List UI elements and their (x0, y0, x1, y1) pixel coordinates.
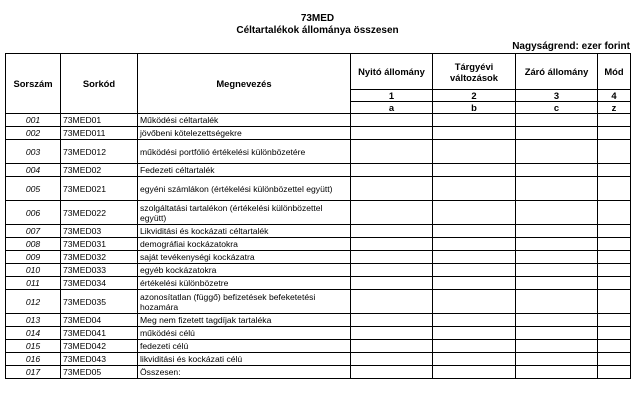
cell-targyevi[interactable] (433, 114, 516, 127)
row-sorszam: 014 (6, 327, 61, 340)
cell-mod[interactable] (598, 366, 631, 379)
row-sorszam: 006 (6, 201, 61, 225)
column-number: 4 (598, 90, 631, 102)
cell-zaro[interactable] (516, 201, 598, 225)
cell-targyevi[interactable] (433, 164, 516, 177)
cell-targyevi[interactable] (433, 264, 516, 277)
cell-targyevi[interactable] (433, 340, 516, 353)
row-sorkod: 73MED033 (61, 264, 138, 277)
header-sorkod: Sorkód (61, 54, 138, 114)
table-row (6, 164, 631, 177)
row-name: Működési céltartalék (138, 114, 351, 127)
cell-targyevi[interactable] (433, 366, 516, 379)
row-name: Fedezeti céltartalék (138, 164, 351, 177)
cell-nyito[interactable] (351, 366, 433, 379)
cell-zaro[interactable] (516, 225, 598, 238)
column-number: 2 (433, 90, 516, 102)
row-sorkod: 73MED04 (61, 314, 138, 327)
row-sorkod: 73MED041 (61, 327, 138, 340)
cell-nyito[interactable] (351, 127, 433, 140)
header-targyevi: Tárgyévi változások (433, 54, 516, 90)
row-sorszam: 011 (6, 277, 61, 290)
cell-mod[interactable] (598, 327, 631, 340)
row-sorszam: 017 (6, 366, 61, 379)
row-name: működési célú (138, 327, 351, 340)
row-sorszam: 005 (6, 177, 61, 201)
cell-zaro[interactable] (516, 177, 598, 201)
column-letter: c (516, 102, 598, 114)
column-letter: b (433, 102, 516, 114)
cell-nyito[interactable] (351, 225, 433, 238)
cell-nyito[interactable] (351, 327, 433, 340)
cell-mod[interactable] (598, 251, 631, 264)
table-row (6, 264, 631, 277)
cell-nyito[interactable] (351, 114, 433, 127)
column-number: 1 (351, 90, 433, 102)
table-row (6, 114, 631, 127)
unit-note: Nagyságrend: ezer forint (512, 41, 630, 52)
table-row (6, 127, 631, 140)
table-row (6, 353, 631, 366)
row-sorszam: 002 (6, 127, 61, 140)
table-row (6, 314, 631, 327)
title-block (0, 12, 635, 37)
cell-nyito[interactable] (351, 290, 433, 314)
cell-targyevi[interactable] (433, 277, 516, 290)
row-name: fedezeti célú (138, 340, 351, 353)
cell-mod[interactable] (598, 238, 631, 251)
cell-targyevi[interactable] (433, 238, 516, 251)
row-sorkod: 73MED05 (61, 366, 138, 379)
cell-targyevi[interactable] (433, 127, 516, 140)
cell-zaro[interactable] (516, 277, 598, 290)
header-zaro: Záró állomány (516, 54, 598, 90)
cell-mod[interactable] (598, 340, 631, 353)
header-sorszam: Sorszám (6, 54, 61, 114)
row-sorszam: 008 (6, 238, 61, 251)
cell-zaro[interactable] (516, 140, 598, 164)
table-row (6, 366, 631, 379)
cell-zaro[interactable] (516, 353, 598, 366)
table-row (6, 140, 631, 164)
table-row (6, 225, 631, 238)
table-row (6, 290, 631, 314)
cell-mod[interactable] (598, 314, 631, 327)
cell-zaro[interactable] (516, 264, 598, 277)
row-sorkod: 73MED035 (61, 290, 138, 314)
cell-targyevi[interactable] (433, 353, 516, 366)
row-sorszam: 009 (6, 251, 61, 264)
row-sorszam: 012 (6, 290, 61, 314)
row-name: Meg nem fizetett tagdíjak tartaléka (138, 314, 351, 327)
row-name: egyéni számlákon (értékelési különbözettel együtt) (138, 177, 351, 201)
cell-zaro[interactable] (516, 114, 598, 127)
row-sorszam: 016 (6, 353, 61, 366)
provisions-table (5, 53, 631, 379)
cell-mod[interactable] (598, 114, 631, 127)
row-name: Likviditási és kockázati céltartalék (138, 225, 351, 238)
row-name: likviditási és kockázati célú (138, 353, 351, 366)
row-sorkod: 73MED03 (61, 225, 138, 238)
cell-nyito[interactable] (351, 353, 433, 366)
cell-mod[interactable] (598, 164, 631, 177)
cell-nyito[interactable] (351, 340, 433, 353)
cell-nyito[interactable] (351, 140, 433, 164)
cell-zaro[interactable] (516, 290, 598, 314)
cell-zaro[interactable] (516, 327, 598, 340)
cell-nyito[interactable] (351, 251, 433, 264)
cell-mod[interactable] (598, 290, 631, 314)
table-row (6, 340, 631, 353)
row-name: értékelési különbözetre (138, 277, 351, 290)
row-sorkod: 73MED034 (61, 277, 138, 290)
row-sorszam: 010 (6, 264, 61, 277)
cell-mod[interactable] (598, 277, 631, 290)
cell-targyevi[interactable] (433, 314, 516, 327)
cell-zaro[interactable] (516, 340, 598, 353)
cell-nyito[interactable] (351, 264, 433, 277)
column-letter: z (598, 102, 631, 114)
cell-mod[interactable] (598, 264, 631, 277)
cell-nyito[interactable] (351, 238, 433, 251)
row-name: saját tevékenységi kockázatra (138, 251, 351, 264)
cell-zaro[interactable] (516, 238, 598, 251)
row-name: jövőbeni kötelezettségekre (138, 127, 351, 140)
row-sorszam: 001 (6, 114, 61, 127)
table-row (6, 327, 631, 340)
cell-mod[interactable] (598, 201, 631, 225)
cell-targyevi[interactable] (433, 251, 516, 264)
header-mod: Mód (598, 54, 631, 90)
row-sorkod: 73MED022 (61, 201, 138, 225)
cell-targyevi[interactable] (433, 290, 516, 314)
table-row (6, 277, 631, 290)
row-name: egyéb kockázatokra (138, 264, 351, 277)
row-sorszam: 003 (6, 140, 61, 164)
cell-zaro[interactable] (516, 251, 598, 264)
row-sorkod: 73MED021 (61, 177, 138, 201)
cell-targyevi[interactable] (433, 140, 516, 164)
row-sorszam: 015 (6, 340, 61, 353)
form-code: 73MED (300, 13, 335, 24)
cell-nyito[interactable] (351, 201, 433, 225)
column-number: 3 (516, 90, 598, 102)
cell-zaro[interactable] (516, 314, 598, 327)
row-name: szolgáltatási tartalékon (értékelési különbözettel együtt) (138, 201, 351, 225)
table-row (6, 238, 631, 251)
cell-targyevi[interactable] (433, 327, 516, 340)
row-sorkod: 73MED031 (61, 238, 138, 251)
row-name: Összesen: (138, 366, 351, 379)
cell-targyevi[interactable] (433, 225, 516, 238)
column-letter: a (351, 102, 433, 114)
row-sorkod: 73MED042 (61, 340, 138, 353)
cell-zaro[interactable] (516, 164, 598, 177)
cell-mod[interactable] (598, 225, 631, 238)
row-sorszam: 007 (6, 225, 61, 238)
cell-nyito[interactable] (351, 314, 433, 327)
cell-nyito[interactable] (351, 277, 433, 290)
cell-mod[interactable] (598, 177, 631, 201)
row-name: demográfiai kockázatokra (138, 238, 351, 251)
row-sorkod: 73MED012 (61, 140, 138, 164)
row-sorkod: 73MED02 (61, 164, 138, 177)
table-row (6, 251, 631, 264)
row-name: azonosítatlan (függő) befizetések befeketetési hozamára (138, 290, 351, 314)
row-sorkod: 73MED032 (61, 251, 138, 264)
cell-targyevi[interactable] (433, 177, 516, 201)
row-name: működési portfólió értékelési különbözetére (138, 140, 351, 164)
header-megnevezes: Megnevezés (138, 54, 351, 114)
row-sorkod: 73MED011 (61, 127, 138, 140)
cell-mod[interactable] (598, 127, 631, 140)
cell-mod[interactable] (598, 353, 631, 366)
cell-targyevi[interactable] (433, 201, 516, 225)
table-row (6, 177, 631, 201)
cell-nyito[interactable] (351, 177, 433, 201)
form-title: Céltartalékok állománya összesen (236, 25, 399, 36)
cell-zaro[interactable] (516, 127, 598, 140)
cell-nyito[interactable] (351, 164, 433, 177)
table-row (6, 201, 631, 225)
row-sorszam: 004 (6, 164, 61, 177)
row-sorkod: 73MED043 (61, 353, 138, 366)
header-nyito: Nyitó állomány (351, 54, 433, 90)
row-sorszam: 013 (6, 314, 61, 327)
cell-zaro[interactable] (516, 366, 598, 379)
cell-mod[interactable] (598, 140, 631, 164)
row-sorkod: 73MED01 (61, 114, 138, 127)
